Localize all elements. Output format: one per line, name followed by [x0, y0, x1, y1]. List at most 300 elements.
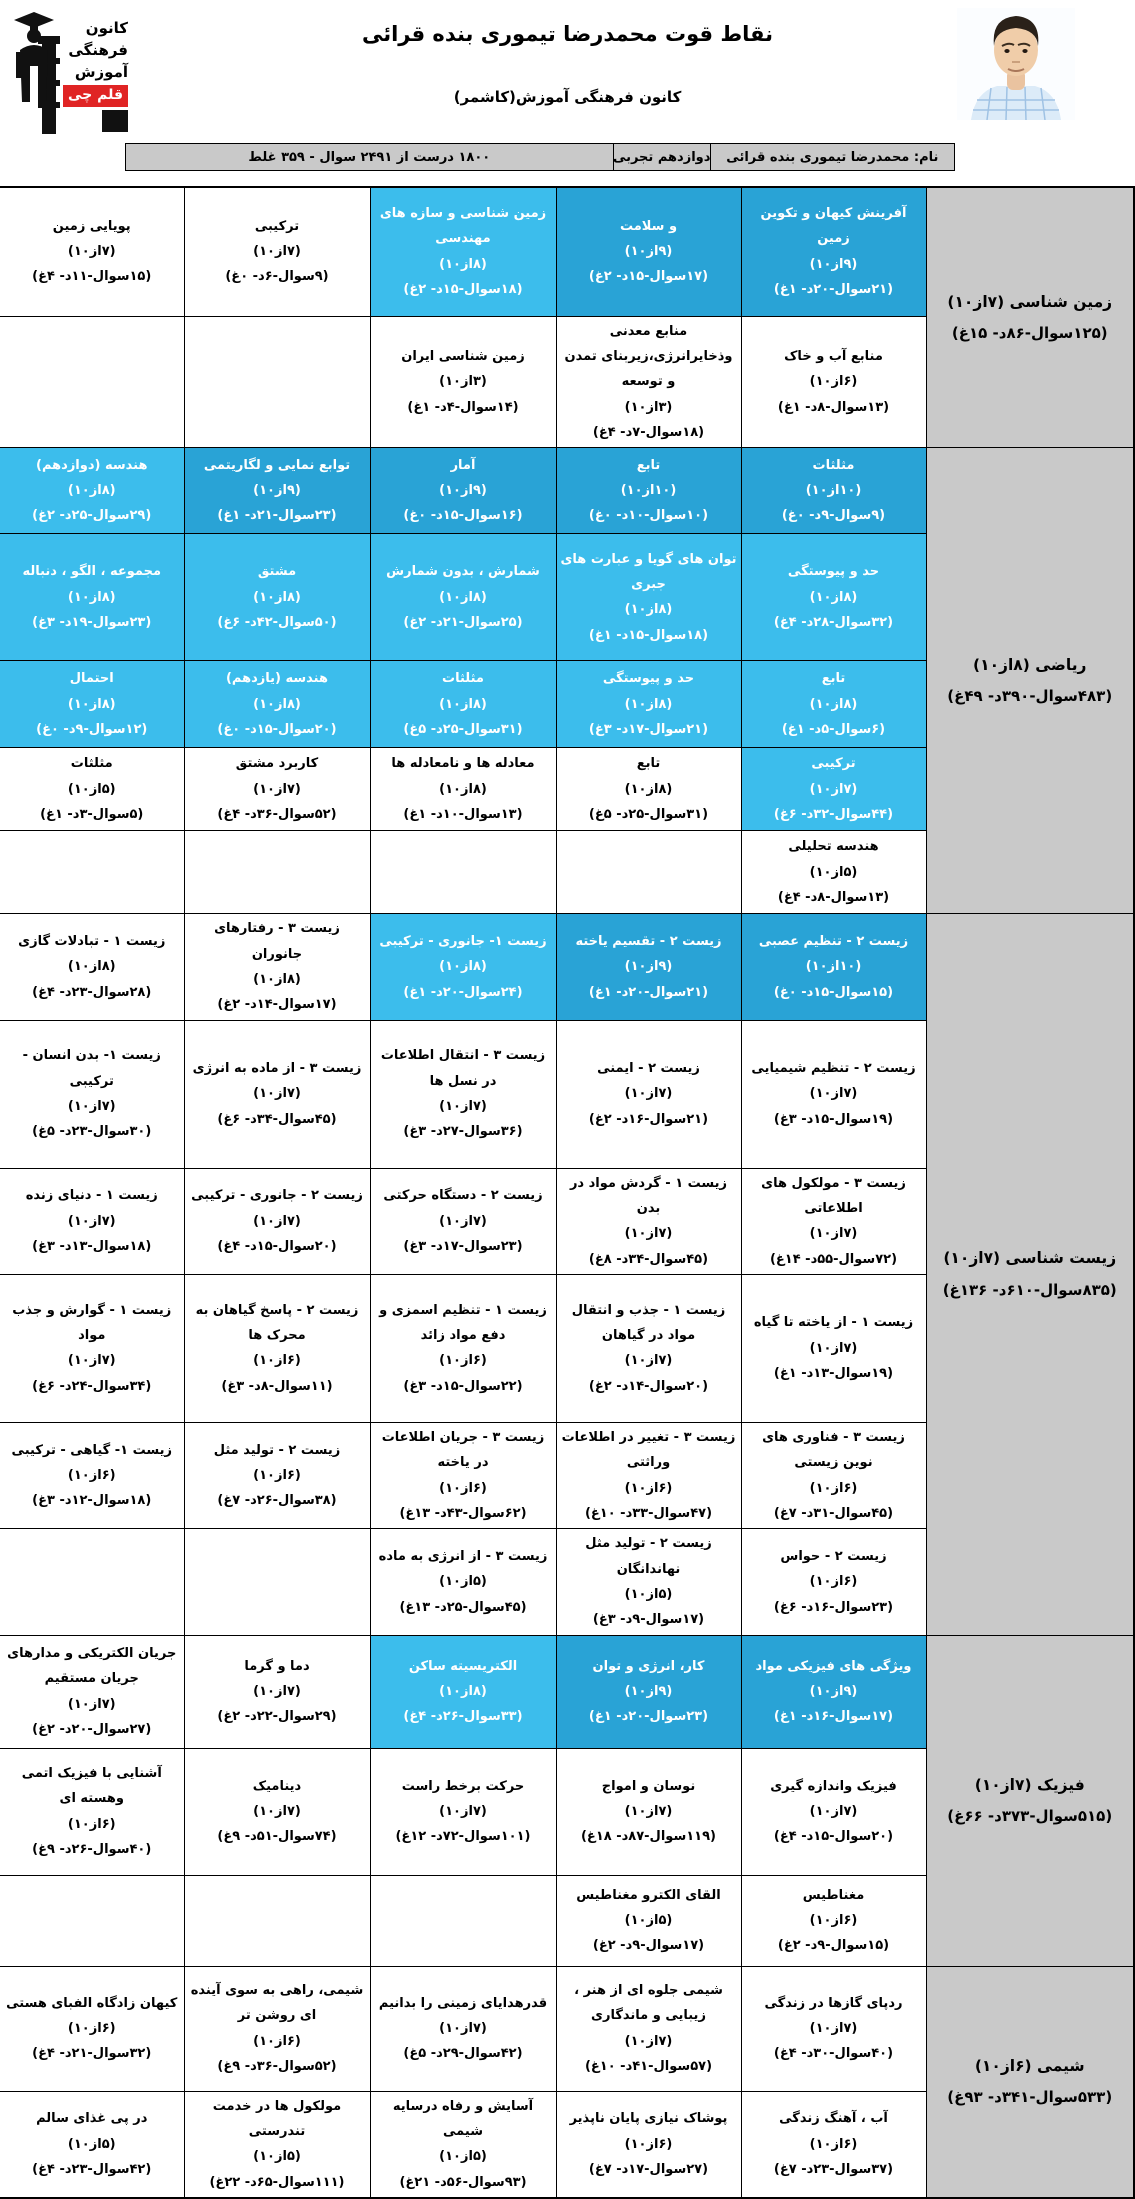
topic-cell: [741, 1168, 926, 1274]
topic-stats: (۹سوال-۹د- ۰غ): [781, 508, 886, 524]
topic-stats: (۴۲سوال-۲۳د- ۴غ): [32, 2162, 152, 2178]
topic-rating: (۶از۱۰): [624, 2136, 673, 2152]
empty-cell: [0, 1529, 184, 1635]
empty-cell: [0, 1875, 184, 1966]
topic-stats: (۲۷سوال-۱۷د- ۷غ): [588, 2162, 709, 2178]
topic-rating: (۷از۱۰): [809, 1340, 858, 1356]
topic-title: فیزیک واندازه گیری: [770, 1778, 897, 1794]
topic-title: شیمی، راهی به سوی آینده ای روشن تر: [190, 1983, 364, 2024]
topic-stats: (۱۱۱سوال-۶۵د- ۲۲غ): [209, 2174, 345, 2190]
topic-title: توابع نمایی و لگاریتمی: [203, 457, 351, 473]
topic-title: معادله ها و نامعادله ها: [391, 756, 535, 772]
topic-stats: (۱۱سوال-۸د- ۳غ): [221, 1378, 333, 1394]
topic-stats: (۱۳سوال-۸د- ۴غ): [777, 889, 890, 905]
topic-title: زیست ۲ - حواس: [780, 1549, 887, 1565]
topic-stats: (۳۲سوال-۲۱د- ۴غ): [32, 2046, 152, 2062]
topic-rating: (۵از۱۰): [439, 2149, 487, 2165]
topic-title: زیست ۱ - گردش مواد در بدن: [569, 1175, 728, 1216]
topic-cell: [370, 914, 556, 1020]
topic-rating: (۳از۱۰): [624, 399, 673, 415]
topic-cell: [556, 1748, 741, 1875]
topic-cell: [370, 1020, 556, 1168]
topic-rating: (۶از۱۰): [253, 1353, 301, 1369]
topic-cell: [741, 448, 926, 534]
topic-stats: (۱۹سوال-۱۵د- ۳غ): [773, 1111, 894, 1127]
topic-title: زیست ۱- گیاهی - ترکیبی: [11, 1442, 172, 1458]
empty-cell: [370, 831, 556, 914]
topic-rating: (۷از۱۰): [253, 1086, 301, 1102]
topic-cell: [556, 661, 741, 748]
topic-cell: [184, 448, 370, 534]
student-info-bar: [125, 143, 955, 171]
topic-cell: [556, 1274, 741, 1422]
topic-title: زیست ۱ - گوارش و جذب مواد: [12, 1302, 172, 1344]
topic-cell: [741, 1635, 926, 1748]
topic-rating: (۶از۱۰): [624, 1480, 673, 1496]
topic-rating: (۷از۱۰): [439, 1804, 487, 1820]
topic-title: الکتریسیته ساکن: [408, 1658, 518, 1674]
topic-title: زیست ۳ - فناوری های نوین زیستی: [762, 1429, 905, 1471]
table-row: [0, 1966, 1134, 2091]
topic-title: زیست ۱ - دنیای زنده: [25, 1188, 158, 1204]
topic-cell: [0, 1748, 184, 1875]
topic-rating: (۸از۱۰): [809, 589, 858, 605]
topic-cell: [741, 1422, 926, 1528]
topic-cell: [0, 1422, 184, 1528]
subject-stats: (۱۲۵سوال-۸۶د- ۱۵غ): [951, 324, 1108, 343]
topic-stats: (۲۲سوال-۱۵د- ۳غ): [403, 1378, 523, 1394]
subject-label: [926, 1966, 1134, 2198]
topic-rating: (۹از۱۰): [439, 483, 487, 499]
topic-title: توان های گویا و عبارت های جبری: [560, 551, 737, 592]
topic-title: زیست ۱- جانوری - ترکیبی: [379, 933, 547, 949]
subject-section: [0, 1966, 1134, 2198]
topic-title: آمار: [450, 457, 476, 473]
topic-cell: [741, 1020, 926, 1168]
topic-stats: (۱۷سوال-۱۶د- ۱غ): [773, 1709, 894, 1725]
topic-title: احتمال: [69, 671, 114, 687]
subject-stats: (۴۸۳سوال-۳۹۰د- ۴۹غ): [947, 687, 1113, 706]
topic-stats: (۵۲سوال-۳۶د- ۹غ): [217, 2059, 337, 2075]
topic-stats: (۲۸سوال-۲۳د- ۴غ): [32, 984, 152, 1000]
empty-cell: [184, 831, 370, 914]
topic-stats: (۱۸سوال-۱۵د- ۲غ): [403, 282, 523, 298]
topic-cell: [0, 187, 184, 316]
topic-cell: [370, 1168, 556, 1274]
topic-title: مشتق: [257, 564, 297, 580]
topic-title: مثلثات: [442, 671, 484, 687]
topic-title: مجموعه ، الگو ، دنباله: [22, 564, 162, 580]
page-title: نقاط قوت محمدرضا تیموری بنده قرائی: [361, 22, 774, 46]
topic-rating: (۸از۱۰): [439, 781, 487, 797]
topic-stats: (۱۵سوال-۱۵د- ۰غ): [773, 984, 894, 1000]
topic-title: ویژگی های فیزیکی مواد: [755, 1658, 912, 1674]
topic-stats: (۵۰سوال-۴۲د- ۶غ): [217, 614, 337, 630]
topic-rating: (۶از۱۰): [67, 1467, 116, 1483]
topic-rating: (۹از۱۰): [809, 1684, 858, 1700]
topic-rating: (۷از۱۰): [67, 1213, 116, 1229]
topic-rating: (۵از۱۰): [624, 1587, 673, 1603]
topic-cell: [0, 914, 184, 1020]
topic-rating: (۷از۱۰): [809, 1804, 858, 1820]
topic-title: کیهان زادگاه الفبای هستی: [6, 1995, 178, 2011]
topic-title: تابع: [636, 457, 661, 473]
topic-stats: (۲۹سوال-۲۵د- ۲غ): [32, 508, 152, 524]
topic-cell: [370, 661, 556, 748]
empty-cell: [184, 1529, 370, 1635]
topic-cell: [370, 1966, 556, 2091]
table-row: [0, 1635, 1134, 1748]
topic-stats: (۳۱سوال-۲۵د- ۵غ): [588, 806, 709, 822]
topic-rating: (۵از۱۰): [67, 781, 116, 797]
subject-section: [0, 448, 1134, 914]
subject-stats: (۵۳۳سوال-۳۴۱د- ۹۳غ): [947, 2088, 1113, 2107]
topic-cell: [184, 1966, 370, 2091]
topic-stats: (۶سوال-۵د- ۱غ): [781, 721, 886, 737]
topic-rating: (۷از۱۰): [624, 1226, 673, 1242]
topic-rating: (۶از۱۰): [67, 1816, 116, 1832]
topic-title: شیمی جلوه ای از هنر ، زیبایی و ماندگاری: [574, 1983, 723, 2024]
topic-title: مغناطیس: [802, 1887, 865, 1903]
topic-cell: [556, 534, 741, 661]
topic-cell: [184, 1020, 370, 1168]
topic-rating: (۸از۱۰): [624, 781, 673, 797]
topic-cell: [556, 1635, 741, 1748]
topic-stats: (۱۰۱سوال-۷۲د- ۱۲غ): [395, 1829, 531, 1845]
topic-cell: [0, 1966, 184, 2091]
topic-rating: (۸از۱۰): [624, 696, 673, 712]
topic-rating: (۸از۱۰): [253, 589, 301, 605]
topic-title: آفرینش کیهان و تکوین زمین: [760, 206, 907, 247]
topic-rating: (۹از۱۰): [809, 256, 858, 272]
topic-cell: [370, 1748, 556, 1875]
subject-name: شیمی (۶از۱۰): [974, 2056, 1085, 2075]
page-subtitle: کانون فرهنگی آموزش(کاشمر): [453, 88, 682, 106]
topic-stats: (۱۹سوال-۱۳د- ۱غ): [773, 1366, 894, 1382]
topic-rating: (۹از۱۰): [253, 483, 301, 499]
topic-cell: [741, 748, 926, 831]
topic-rating: (۵از۱۰): [624, 1913, 673, 1929]
topic-title: زیست ۲ - تنظیم شیمیایی: [751, 1061, 916, 1077]
subject-name: فیزیک (۷از۱۰): [974, 1775, 1085, 1794]
topic-stats: (۱۸سوال-۱۲د- ۳غ): [32, 1493, 152, 1509]
topic-cell: [741, 1875, 926, 1966]
topic-cell: [556, 1875, 741, 1966]
topic-rating: (۶از۱۰): [439, 1353, 487, 1369]
topic-cell: [556, 1020, 741, 1168]
topic-cell: [370, 1422, 556, 1528]
table-row: [0, 914, 1134, 1020]
topic-title: زیست ۳ - از انرژی به ماده: [378, 1549, 548, 1565]
topic-rating: (۸از۱۰): [253, 696, 301, 712]
topic-rating: (۷از۱۰): [624, 1353, 673, 1369]
topic-title: پویایی زمین: [52, 218, 131, 234]
topic-rating: (۸از۱۰): [439, 1684, 487, 1700]
topic-cell: [741, 534, 926, 661]
topic-title: آب ، آهنگ زندگی: [779, 2111, 888, 2127]
topic-title: و سلامت: [619, 218, 678, 234]
topic-cell: [741, 1966, 926, 2091]
topic-rating: (۷از۱۰): [809, 2021, 858, 2037]
topic-title: هندسه (دوازدهم): [36, 457, 148, 473]
topic-rating: (۷از۱۰): [809, 781, 858, 797]
topic-rating: (۹از۱۰): [624, 244, 673, 260]
topic-rating: (۸از۱۰): [809, 696, 858, 712]
topic-cell: [370, 534, 556, 661]
topic-title: کار، انرژی و توان: [592, 1658, 705, 1674]
topic-cell: [184, 1635, 370, 1748]
topic-cell: [741, 316, 926, 448]
topic-rating: (۳از۱۰): [439, 374, 487, 390]
topic-rating: (۷از۱۰): [67, 244, 116, 260]
subject-section: [0, 187, 1134, 448]
topic-title: زیست ۱ - تبادلات گازی: [18, 933, 166, 949]
topic-rating: (۹از۱۰): [624, 959, 673, 975]
topic-cell: [184, 1748, 370, 1875]
topic-cell: [0, 1635, 184, 1748]
topic-cell: [184, 1168, 370, 1274]
topic-title: حد و پیوستگی: [787, 564, 880, 580]
topic-stats: (۲۱سوال-۱۷د- ۳غ): [588, 721, 709, 737]
topic-cell: [741, 1748, 926, 1875]
topic-rating: (۷از۱۰): [624, 1086, 673, 1102]
student-photo: [957, 8, 1075, 120]
subject-name: ریاضی (۸از۱۰): [973, 655, 1087, 674]
topic-title: مثلثات: [812, 457, 855, 473]
topic-cell: [741, 661, 926, 748]
topic-cell: [0, 534, 184, 661]
topic-stats: (۳۴سوال-۲۴د- ۶غ): [32, 1378, 152, 1394]
topic-cell: [184, 1422, 370, 1528]
topic-rating: (۷از۱۰): [253, 1213, 301, 1229]
topic-cell: [184, 748, 370, 831]
topic-cell: [556, 1422, 741, 1528]
topic-cell: [370, 187, 556, 316]
topic-stats: (۲۱سوال-۲۰د- ۱غ): [773, 282, 894, 298]
topic-rating: (۶از۱۰): [809, 1480, 858, 1496]
topic-stats: (۲۳سوال-۲۱د- ۱غ): [217, 508, 337, 524]
topic-rating: (۶از۱۰): [809, 2136, 858, 2152]
topic-stats: (۷۴سوال-۵۱د- ۹غ): [217, 1829, 337, 1845]
topic-title: ترکیبی: [811, 756, 856, 772]
logo-word-1: کانون: [85, 19, 128, 38]
topic-cell: [0, 2091, 184, 2198]
empty-cell: [370, 1875, 556, 1966]
topic-stats: (۱۴سوال-۴د- ۱غ): [407, 399, 519, 415]
topic-title: مثلثات: [70, 756, 113, 772]
topic-title: زیست ۱ - از یاخته تا گیاه: [753, 1315, 914, 1331]
topic-cell: [370, 316, 556, 448]
topic-title: آسایش و رفاه درسایه شیمی: [392, 2098, 534, 2140]
topic-title: زیست ۲ - تنظیم عصبی: [758, 933, 909, 949]
report-header: [0, 0, 1135, 186]
topic-title: زمین شناسی ایران: [401, 348, 525, 364]
topic-stats: (۱۰سوال-۱۰د- ۰غ): [588, 508, 709, 524]
topic-cell: [741, 831, 926, 914]
topic-title: زیست ۲ - پاسخ گیاهان به محرک ها: [195, 1302, 359, 1344]
logo-black-block: [102, 110, 128, 132]
topic-stats: (۳۰سوال-۲۳د- ۵غ): [32, 1124, 152, 1140]
topic-cell: [370, 1274, 556, 1422]
topic-rating: (۷از۱۰): [624, 1804, 673, 1820]
topic-rating: (۷از۱۰): [809, 1226, 858, 1242]
topic-title: حد و پیوستگی: [602, 671, 695, 687]
topic-cell: [0, 448, 184, 534]
topic-title: جریان الکتریکی و مدارهای جریان مستقیم: [7, 1646, 177, 1687]
topic-title: زیست ۲ - تولید مثل: [213, 1442, 341, 1458]
topic-rating: (۸از۱۰): [253, 971, 301, 987]
topic-cell: [741, 187, 926, 316]
topic-title: ردپای گازها در زندگی: [764, 1995, 903, 2011]
topic-stats: (۴۵سوال-۳۱د- ۷غ): [773, 1506, 894, 1521]
topic-rating: (۷از۱۰): [253, 1684, 301, 1700]
topic-rating: (۹از۱۰): [624, 1684, 673, 1700]
topic-stats: (۲۹سوال-۲۲د- ۲غ): [217, 1709, 337, 1725]
topic-rating: (۶از۱۰): [253, 2033, 301, 2049]
topic-cell: [741, 2091, 926, 2198]
topic-rating: (۵از۱۰): [253, 2149, 301, 2165]
topic-rating: (۱۰از۱۰): [620, 483, 677, 499]
topic-rating: (۱۰از۱۰): [805, 959, 862, 975]
topic-cell: [741, 1274, 926, 1422]
subject-label: [926, 1635, 1134, 1966]
topic-title: منابع آب و خاک: [784, 348, 883, 364]
topic-cell: [556, 1529, 741, 1635]
topic-title: زیست ۲ - دستگاه حرکتی: [383, 1188, 543, 1204]
topic-title: کاربرد مشتق: [235, 756, 319, 772]
student-name: نام: محمدرضا تیموری بنده قرائی: [710, 144, 954, 170]
topic-rating: (۸از۱۰): [67, 696, 116, 712]
topic-rating: (۵از۱۰): [439, 1574, 487, 1590]
student-grade: دوازدهم تجربی: [613, 144, 710, 170]
topic-stats: (۷۲سوال-۵۵د- ۱۴غ): [769, 1251, 898, 1267]
topic-stats: (۱۶سوال-۱۵د- ۰غ): [403, 508, 523, 524]
topic-rating: (۷از۱۰): [253, 244, 301, 260]
topic-title: منابع معدنی وذخایرانرژی،زیربنای تمدن و توسعه: [564, 323, 733, 390]
topic-title: دما و گرما: [244, 1658, 310, 1674]
topic-rating: (۶از۱۰): [809, 1913, 858, 1929]
topic-rating: (۸از۱۰): [624, 602, 673, 618]
topic-cell: [184, 914, 370, 1020]
topic-cell: [184, 534, 370, 661]
topic-rating: (۸از۱۰): [439, 256, 487, 272]
topic-title: ترکیبی: [254, 218, 300, 234]
topic-title: تابع: [636, 756, 661, 772]
topic-stats: (۱۸سوال-۱۵د- ۱غ): [588, 627, 709, 643]
subject-stats: (۸۳۵سوال-۶۱۰د- ۱۳۶غ): [942, 1280, 1117, 1299]
topic-title: زیست ۲ - تقسیم یاخته: [575, 933, 722, 949]
report-table: [0, 186, 1135, 2199]
topic-stats: (۱۷سوال-۹د- ۲غ): [592, 1938, 705, 1954]
topic-rating: (۷از۱۰): [624, 2033, 673, 2049]
topic-stats: (۳۸سوال-۲۶د- ۷غ): [217, 1493, 337, 1509]
topic-title: در پی غذای سالم: [36, 2111, 148, 2127]
topic-cell: [556, 1168, 741, 1274]
topic-rating: (۸از۱۰): [439, 589, 487, 605]
topic-stats: (۲۰سوال-۱۵د- ۰غ): [217, 721, 337, 737]
subject-section: [0, 1635, 1134, 1966]
topic-stats: (۱۷سوال-۹د- ۳غ): [592, 1612, 705, 1628]
topic-title: قدرهدایای زمینی را بدانیم: [378, 1995, 548, 2011]
subject-name: زمین شناسی (۷از۱۰): [947, 292, 1113, 311]
topic-stats: (۱۸سوال-۱۳د- ۳غ): [32, 1238, 152, 1254]
empty-cell: [0, 316, 184, 448]
topic-title: حرکت برخط راست: [401, 1778, 525, 1794]
topic-stats: (۴۰سوال-۳۰د- ۴غ): [773, 2046, 894, 2062]
topic-cell: [370, 748, 556, 831]
topic-cell: [556, 2091, 741, 2198]
topic-title: زیست ۲ - ایمنی: [597, 1061, 700, 1077]
empty-cell: [184, 1875, 370, 1966]
topic-rating: (۷از۱۰): [67, 1696, 116, 1712]
topic-rating: (۸از۱۰): [439, 696, 487, 712]
topic-title: آشنایی با فیزیک اتمی وهسته ای: [21, 1766, 162, 1807]
topic-cell: [556, 316, 741, 448]
topic-title: زیست ۳ - جریان اطلاعات در یاخته: [381, 1429, 545, 1471]
topic-cell: [556, 187, 741, 316]
topic-stats: (۲۳سوال-۲۰د- ۱غ): [588, 1709, 709, 1725]
topic-stats: (۴۵سوال-۳۴د- ۸غ): [588, 1251, 709, 1267]
topic-stats: (۱۲سوال-۹د- ۰غ): [36, 721, 148, 737]
topic-cell: [556, 914, 741, 1020]
topic-title: زیست ۳ - انتقال اطلاعات در نسل ها: [380, 1048, 546, 1089]
topic-title: زیست ۳ - از ماده به انرژی: [192, 1061, 362, 1077]
topic-cell: [556, 748, 741, 831]
topic-rating: (۸از۱۰): [67, 959, 116, 975]
topic-stats: (۹سوال-۶د- ۰غ): [225, 269, 329, 285]
topic-stats: (۲۱سوال-۲۰د- ۱غ): [588, 984, 709, 1000]
topic-cell: [184, 2091, 370, 2198]
topic-cell: [0, 748, 184, 831]
subject-stats: (۵۱۵سوال-۳۷۳د- ۶۶غ): [947, 1807, 1113, 1826]
topic-stats: (۲۳سوال-۱۹د- ۳غ): [32, 614, 152, 630]
topic-stats: (۱۱۹سوال-۸۷د- ۱۸غ): [580, 1829, 716, 1845]
topic-title: زیست ۲ - جانوری - ترکیبی: [191, 1188, 363, 1204]
topic-cell: [0, 1168, 184, 1274]
topic-cell: [741, 914, 926, 1020]
topic-title: زیست ۱ - جذب و انتقال مواد در گیاهان: [571, 1302, 726, 1344]
topic-stats: (۴۲سوال-۲۹د- ۵غ): [403, 2046, 523, 2062]
topic-cell: [184, 1274, 370, 1422]
topic-stats: (۱۳سوال-۱۰د- ۱غ): [403, 806, 523, 822]
topic-rating: (۶از۱۰): [439, 1480, 487, 1496]
topic-cell: [184, 661, 370, 748]
topic-cell: [0, 661, 184, 748]
topic-rating: (۷از۱۰): [253, 781, 301, 797]
topic-stats: (۲۰سوال-۱۴د- ۲غ): [588, 1378, 709, 1394]
topic-title: مولکول ها در خدمت تندرستی: [212, 2098, 342, 2140]
topic-stats: (۲۵سوال-۲۱د- ۲غ): [403, 614, 523, 630]
topic-stats: (۳۱سوال-۲۵د- ۵غ): [403, 721, 523, 737]
topic-stats: (۴۵سوال-۲۵د- ۱۳غ): [399, 1599, 527, 1615]
topic-stats: (۲۱سوال-۱۶د- ۲غ): [588, 1111, 709, 1127]
topic-rating: (۵از۱۰): [67, 2136, 116, 2152]
topic-cell: [370, 1529, 556, 1635]
topic-stats: (۴۴سوال-۳۲د- ۶غ): [773, 806, 894, 822]
topic-rating: (۷از۱۰): [439, 1099, 487, 1115]
topic-rating: (۸از۱۰): [439, 959, 487, 975]
subject-section: [0, 914, 1134, 1636]
topic-rating: (۷از۱۰): [67, 1353, 116, 1369]
empty-cell: [0, 831, 184, 914]
topic-stats: (۲۴سوال-۲۰د- ۱غ): [403, 984, 523, 1000]
table-row: [0, 448, 1134, 534]
topic-title: القای الکترو مغناطیس: [576, 1887, 721, 1903]
total-score: ۱۸۰۰ درست از ۲۴۹۱ سوال - ۳۵۹ غلط: [248, 149, 491, 165]
topic-rating: (۷از۱۰): [67, 1099, 116, 1115]
topic-stats: (۲۳سوال-۱۶د- ۶غ): [773, 1599, 894, 1615]
topic-stats: (۴۵سوال-۳۴د- ۶غ): [217, 1111, 337, 1127]
